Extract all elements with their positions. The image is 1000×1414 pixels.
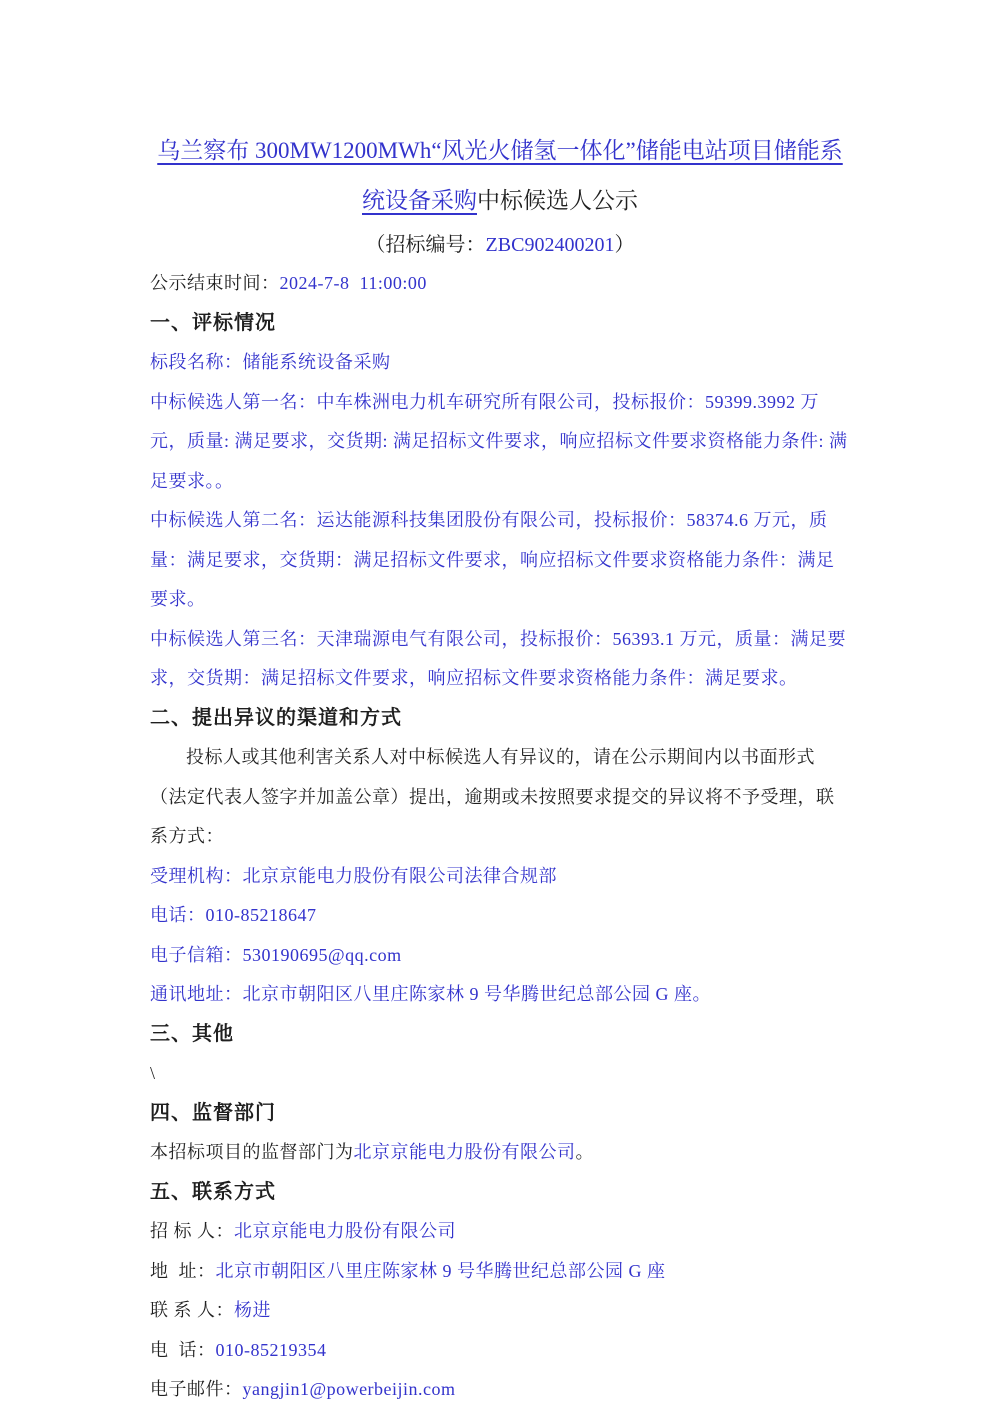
contact-person-value: 杨进 xyxy=(234,1300,271,1320)
contact-person-label: 联 系 人： xyxy=(150,1300,234,1320)
objection-paragraph: 投标人或其他利害关系人对中标候选人有异议的，请在公示期间内以书面形式（法定代表人签字并加盖公章）提出，逾期或未按照要求提交的异议将不予受理，联系方式： xyxy=(150,747,835,846)
page-title xyxy=(150,126,850,226)
tender-ref-suffix: ） xyxy=(614,234,635,256)
contact-email xyxy=(150,1370,850,1410)
supervision-line xyxy=(150,1133,850,1173)
supervision-prefix: 本招标项目的监督部门为 xyxy=(150,1142,354,1162)
title-plain-suffix: 中标候选人公示 xyxy=(477,188,638,213)
deadline-label: 公示结束时间： xyxy=(150,273,280,293)
tender-ref-prefix: （招标编号： xyxy=(365,234,486,256)
title-link-line2[interactable]: 统设备采购 xyxy=(362,188,477,213)
title-link-line1[interactable]: 乌兰察布 300MW1200MWh“风光火储氢一体化”储能电站项目储能系 xyxy=(157,138,843,163)
contact-tenderer-label: 招 标 人： xyxy=(150,1221,234,1241)
section-1-heading: 一、评标情况 xyxy=(150,311,276,334)
candidate-3: 中标候选人第三名：天津瑞源电气有限公司，投标报价：56393.1 万元，质量：满足要求，交货期：满足招标文件要求，响应招标文件要求资格能力条件：满足要求。 xyxy=(150,628,846,688)
contact-address-label: 地 址： xyxy=(150,1260,216,1281)
contact-address-value: 北京市朝阳区八里庄陈家林 9 号华腾世纪总部公园 G 座 xyxy=(215,1260,666,1281)
deadline-value: 2024-7-8 11:00:00 xyxy=(279,273,427,293)
contact-phone-label: 电 话： xyxy=(150,1339,216,1360)
objection-address: 通讯地址：北京市朝阳区八里庄陈家林 9 号华腾世纪总部公园 G 座。 xyxy=(150,984,711,1004)
section-5-heading: 五、联系方式 xyxy=(150,1180,276,1203)
lot-name: 标段名称：储能系统设备采购 xyxy=(150,352,391,372)
objection-agency: 受理机构：北京京能电力股份有限公司法律合规部 xyxy=(150,865,557,886)
section-3-content: \ xyxy=(150,1063,156,1083)
contact-person xyxy=(150,1291,850,1331)
candidate-1: 中标候选人第一名：中车株洲电力机车研究所有限公司，投标报价：59399.3992 万元，质量: 满足要求，交货期: 满足招标文件要求，响应招标文件要求资格能力条件: 满足要求。。 xyxy=(150,391,848,491)
section-3-heading: 三、其他 xyxy=(150,1022,234,1045)
objection-email: 电子信箱：530190695@qq.com xyxy=(150,944,402,965)
supervision-suffix: 。 xyxy=(575,1142,594,1162)
supervision-department: 北京京能电力股份有限公司 xyxy=(353,1142,576,1162)
contact-phone xyxy=(150,1331,850,1371)
contact-tenderer xyxy=(150,1212,850,1252)
document-body xyxy=(150,264,850,1410)
publicity-deadline xyxy=(150,264,850,304)
contact-address xyxy=(150,1252,850,1292)
tender-ref-number: ZBC902400201 xyxy=(485,234,615,256)
contact-phone-value: 010-85219354 xyxy=(215,1339,327,1360)
contact-email-label: 电子邮件： xyxy=(150,1379,243,1399)
candidate-2: 中标候选人第二名：运达能源科技集团股份有限公司，投标报价：58374.6 万元，质量：满足要求，交货期：满足招标文件要求，响应招标文件要求资格能力条件：满足要求。 xyxy=(150,510,835,609)
objection-phone: 电话：010-85218647 xyxy=(150,905,317,925)
section-4-heading: 四、监督部门 xyxy=(150,1101,276,1124)
contact-tenderer-value: 北京京能电力股份有限公司 xyxy=(234,1221,456,1241)
section-2-heading: 二、提出异议的渠道和方式 xyxy=(150,706,402,729)
tender-reference-line xyxy=(150,226,850,264)
contact-email-value: yangjin1@powerbeijin.com xyxy=(242,1379,456,1399)
